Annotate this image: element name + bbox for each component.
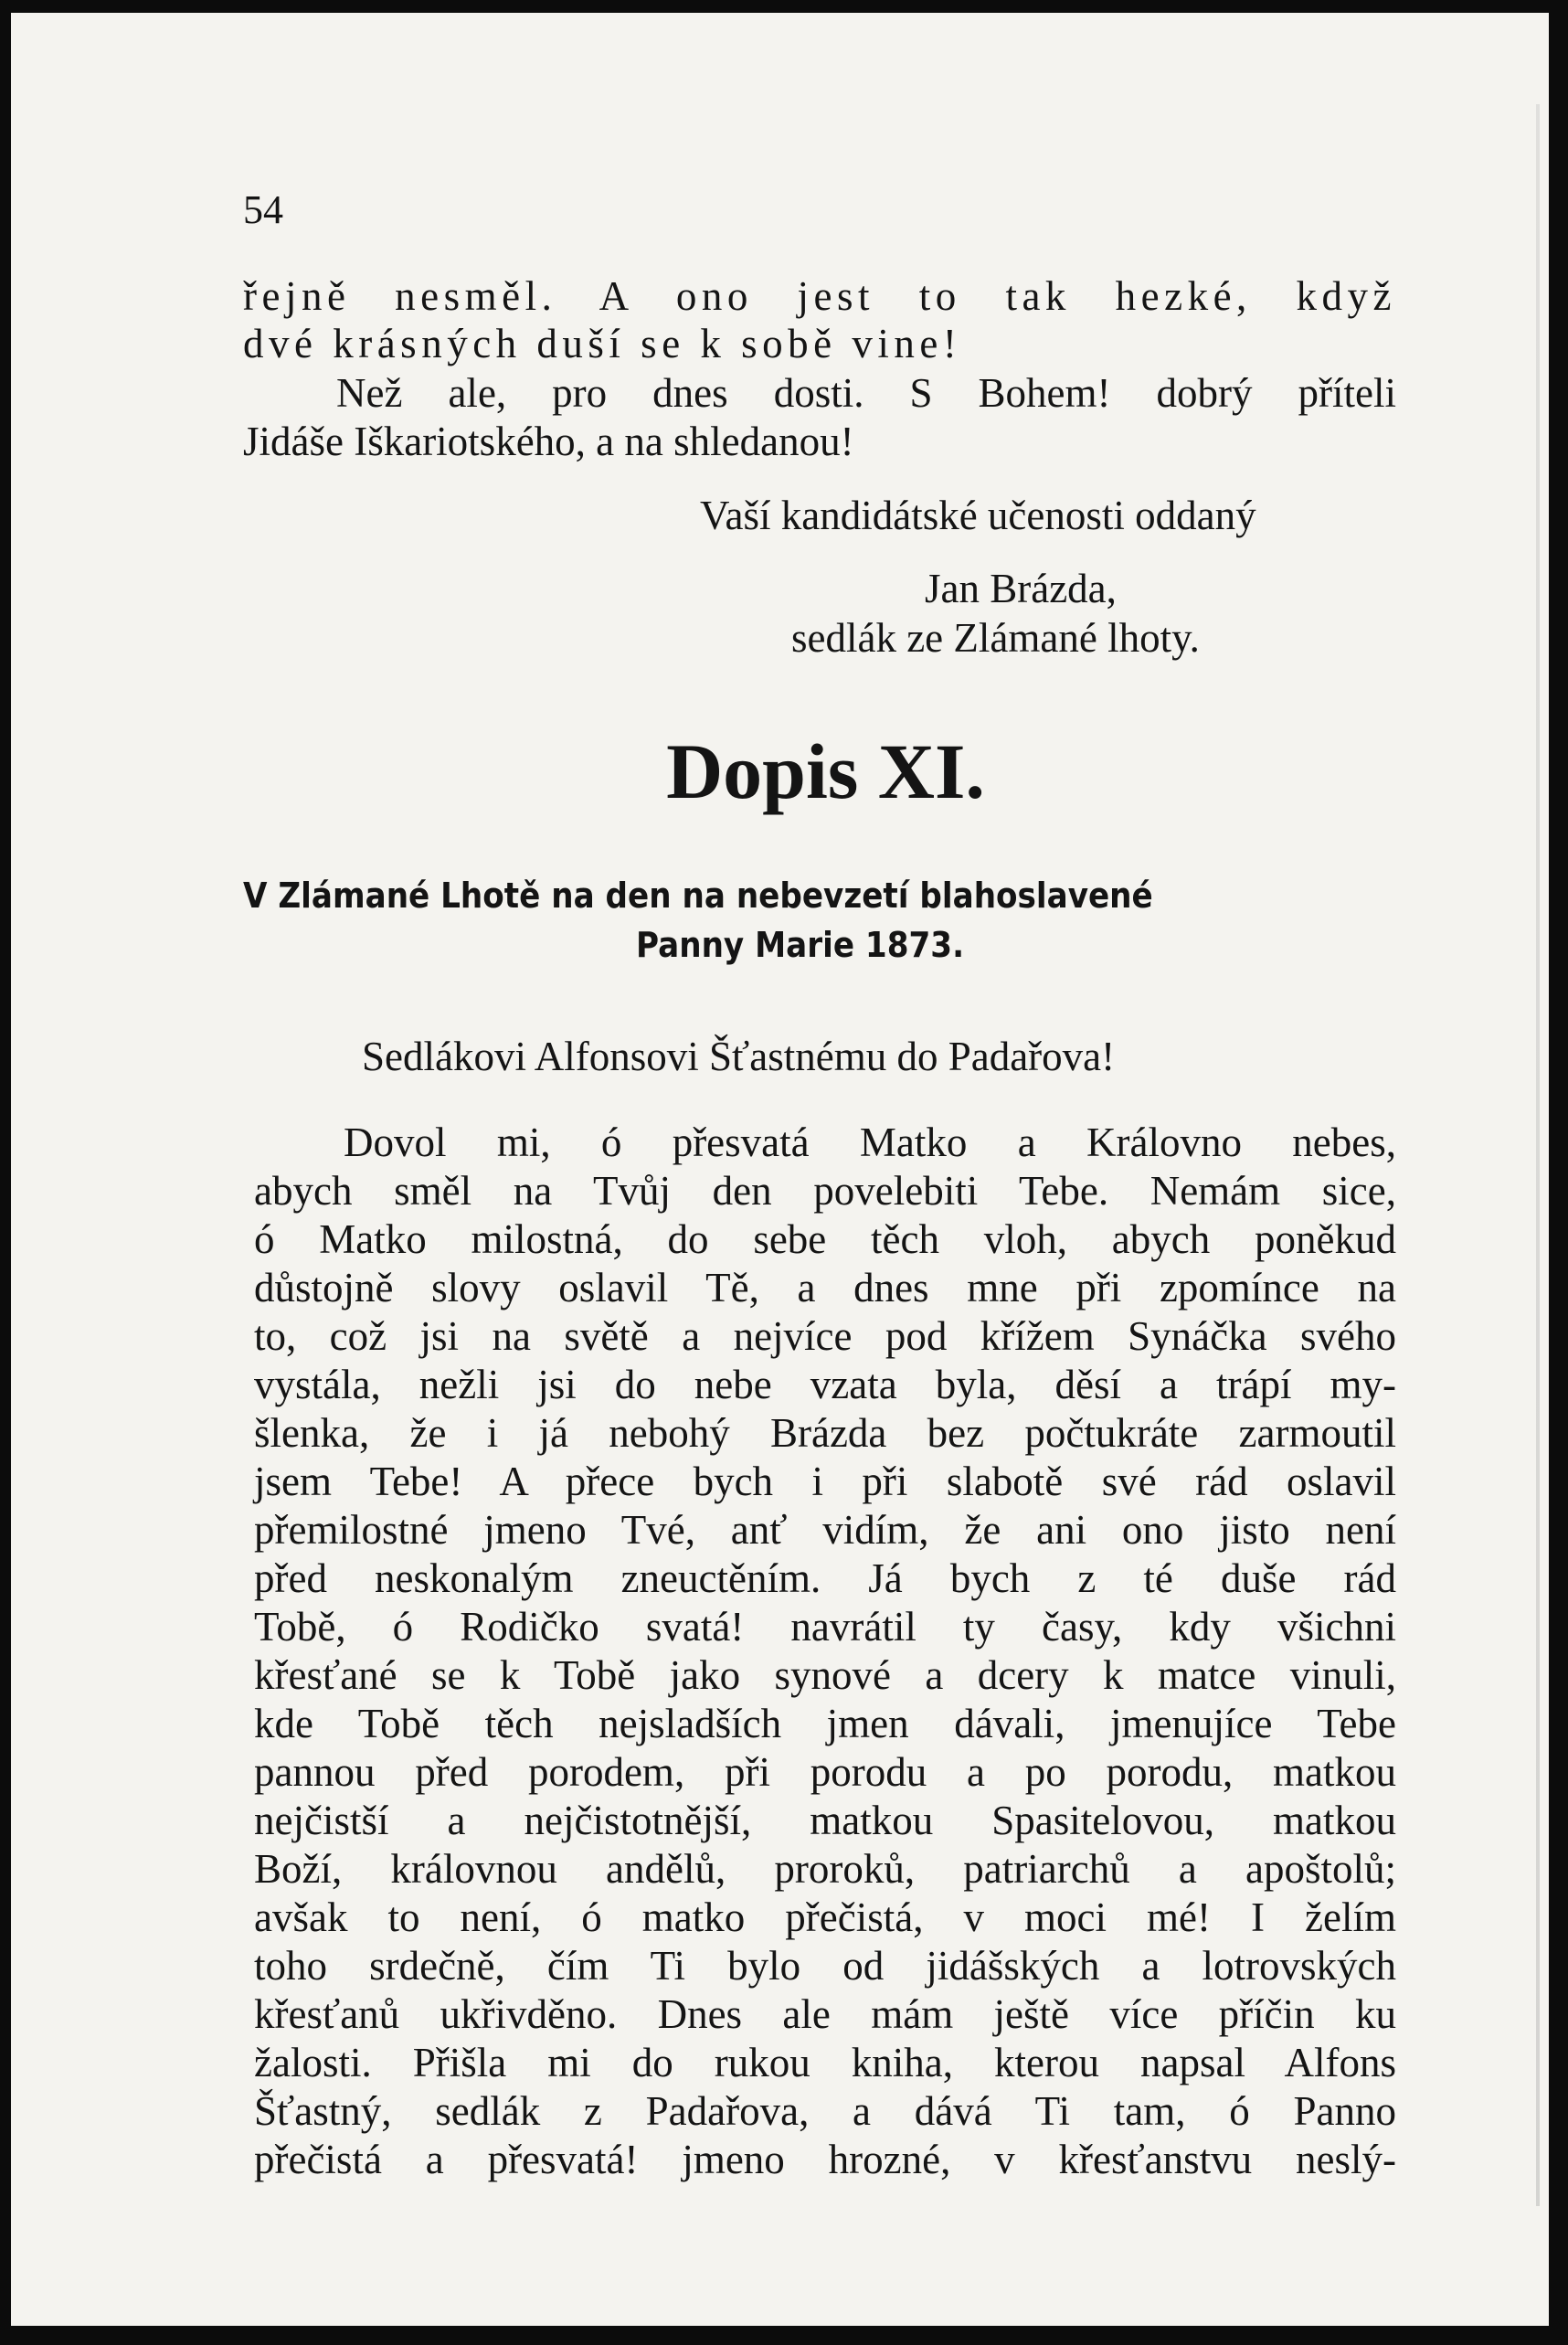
signature-title: sedlák ze Zlámané lhoty. xyxy=(791,615,1200,661)
body-line: jsem Tebe! A přece bych i při slabotě své rád oslavil xyxy=(254,1459,1396,1504)
intro-line-3: Než ale, pro dnes dosti. S Bohem! dobrý příteli xyxy=(336,370,1396,416)
addressee: Sedlákovi Alfonsovi Šťastnému do Padařova! xyxy=(362,1034,1116,1079)
body-line: křesťanů ukřivděno. Dnes ale mám ještě více příčin ku xyxy=(254,1991,1396,2037)
place-date-line-2: Panny Marie 1873. xyxy=(636,925,965,965)
page-gutter-shadow xyxy=(1536,104,1540,2206)
body-line: abych směl na Tvůj den povelebiti Tebe. Nemám sice, xyxy=(254,1168,1396,1214)
body-line: vystála, nežli jsi do nebe vzata byla, děsí a trápí my- xyxy=(254,1362,1396,1407)
body-line: důstojně slovy oslavil Tě, a dnes mne při zpomínce na xyxy=(254,1265,1396,1310)
body-line: přečistá a přesvatá! jmeno hrozné, v křesťanstvu neslý- xyxy=(254,2137,1396,2182)
page-number: 54 xyxy=(243,187,283,232)
body-line: kde Tobě těch nejsladších jmen dávali, jmenujíce Tebe xyxy=(254,1701,1396,1746)
intro-line-1: řejně nesměl. A ono jest to tak hezké, když xyxy=(243,273,1396,319)
intro-line-2: dvé krásných duší se k sobě vine! xyxy=(243,321,962,366)
intro-line-4: Jidáše Iškariotského, a na shledanou! xyxy=(243,419,854,464)
body-line: toho srdečně, čím Ti bylo od jidášských a lotrovských xyxy=(254,1943,1396,1989)
body-line: to, což jsi na světě a nejvíce pod křížem Synáčka svého xyxy=(254,1313,1396,1359)
signature-closing: Vaší kandidátské učenosti oddaný xyxy=(700,493,1256,538)
body-line: Boží, královnou andělů, proroků, patriarchů a apoštolů; xyxy=(254,1846,1396,1892)
signature-name: Jan Brázda, xyxy=(925,566,1117,611)
letter-title: Dopis XI. xyxy=(666,727,985,815)
body-line: před neskonalým zneuctěním. Já bych z té duše rád xyxy=(254,1555,1396,1601)
book-page xyxy=(11,13,1549,2326)
body-line: žalosti. Přišla mi do rukou kniha, kterou napsal Alfons xyxy=(254,2040,1396,2085)
body-line: křesťané se k Tobě jako synové a dcery k matce vinuli, xyxy=(254,1652,1396,1698)
body-line: Tobě, ó Rodičko svatá! navrátil ty časy, kdy všichni xyxy=(254,1604,1396,1650)
body-line: ó Matko milostná, do sebe těch vloh, abych poněkud xyxy=(254,1216,1396,1262)
body-line: nejčistší a nejčistotnější, matkou Spasitelovou, matkou xyxy=(254,1798,1396,1843)
body-line: Šťastný, sedlák z Padařova, a dává Ti tam, ó Panno xyxy=(254,2088,1396,2134)
body-line: šlenka, že i já nebohý Brázda bez počtukráte zarmoutil xyxy=(254,1410,1396,1456)
place-date-line-1: V Zlámané Lhotě na den na nebevzetí blahoslavené xyxy=(243,875,1153,916)
letter-body xyxy=(254,1119,1396,2184)
body-line: pannou před porodem, při porodu a po porodu, matkou xyxy=(254,1749,1396,1795)
body-line: Dovol mi, ó přesvatá Matko a Královno nebes, xyxy=(344,1119,1396,1165)
body-line: avšak to není, ó matko přečistá, v moci mé! I želím xyxy=(254,1894,1396,1940)
body-line: přemilostné jmeno Tvé, anť vidím, že ani ono jisto není xyxy=(254,1507,1396,1553)
